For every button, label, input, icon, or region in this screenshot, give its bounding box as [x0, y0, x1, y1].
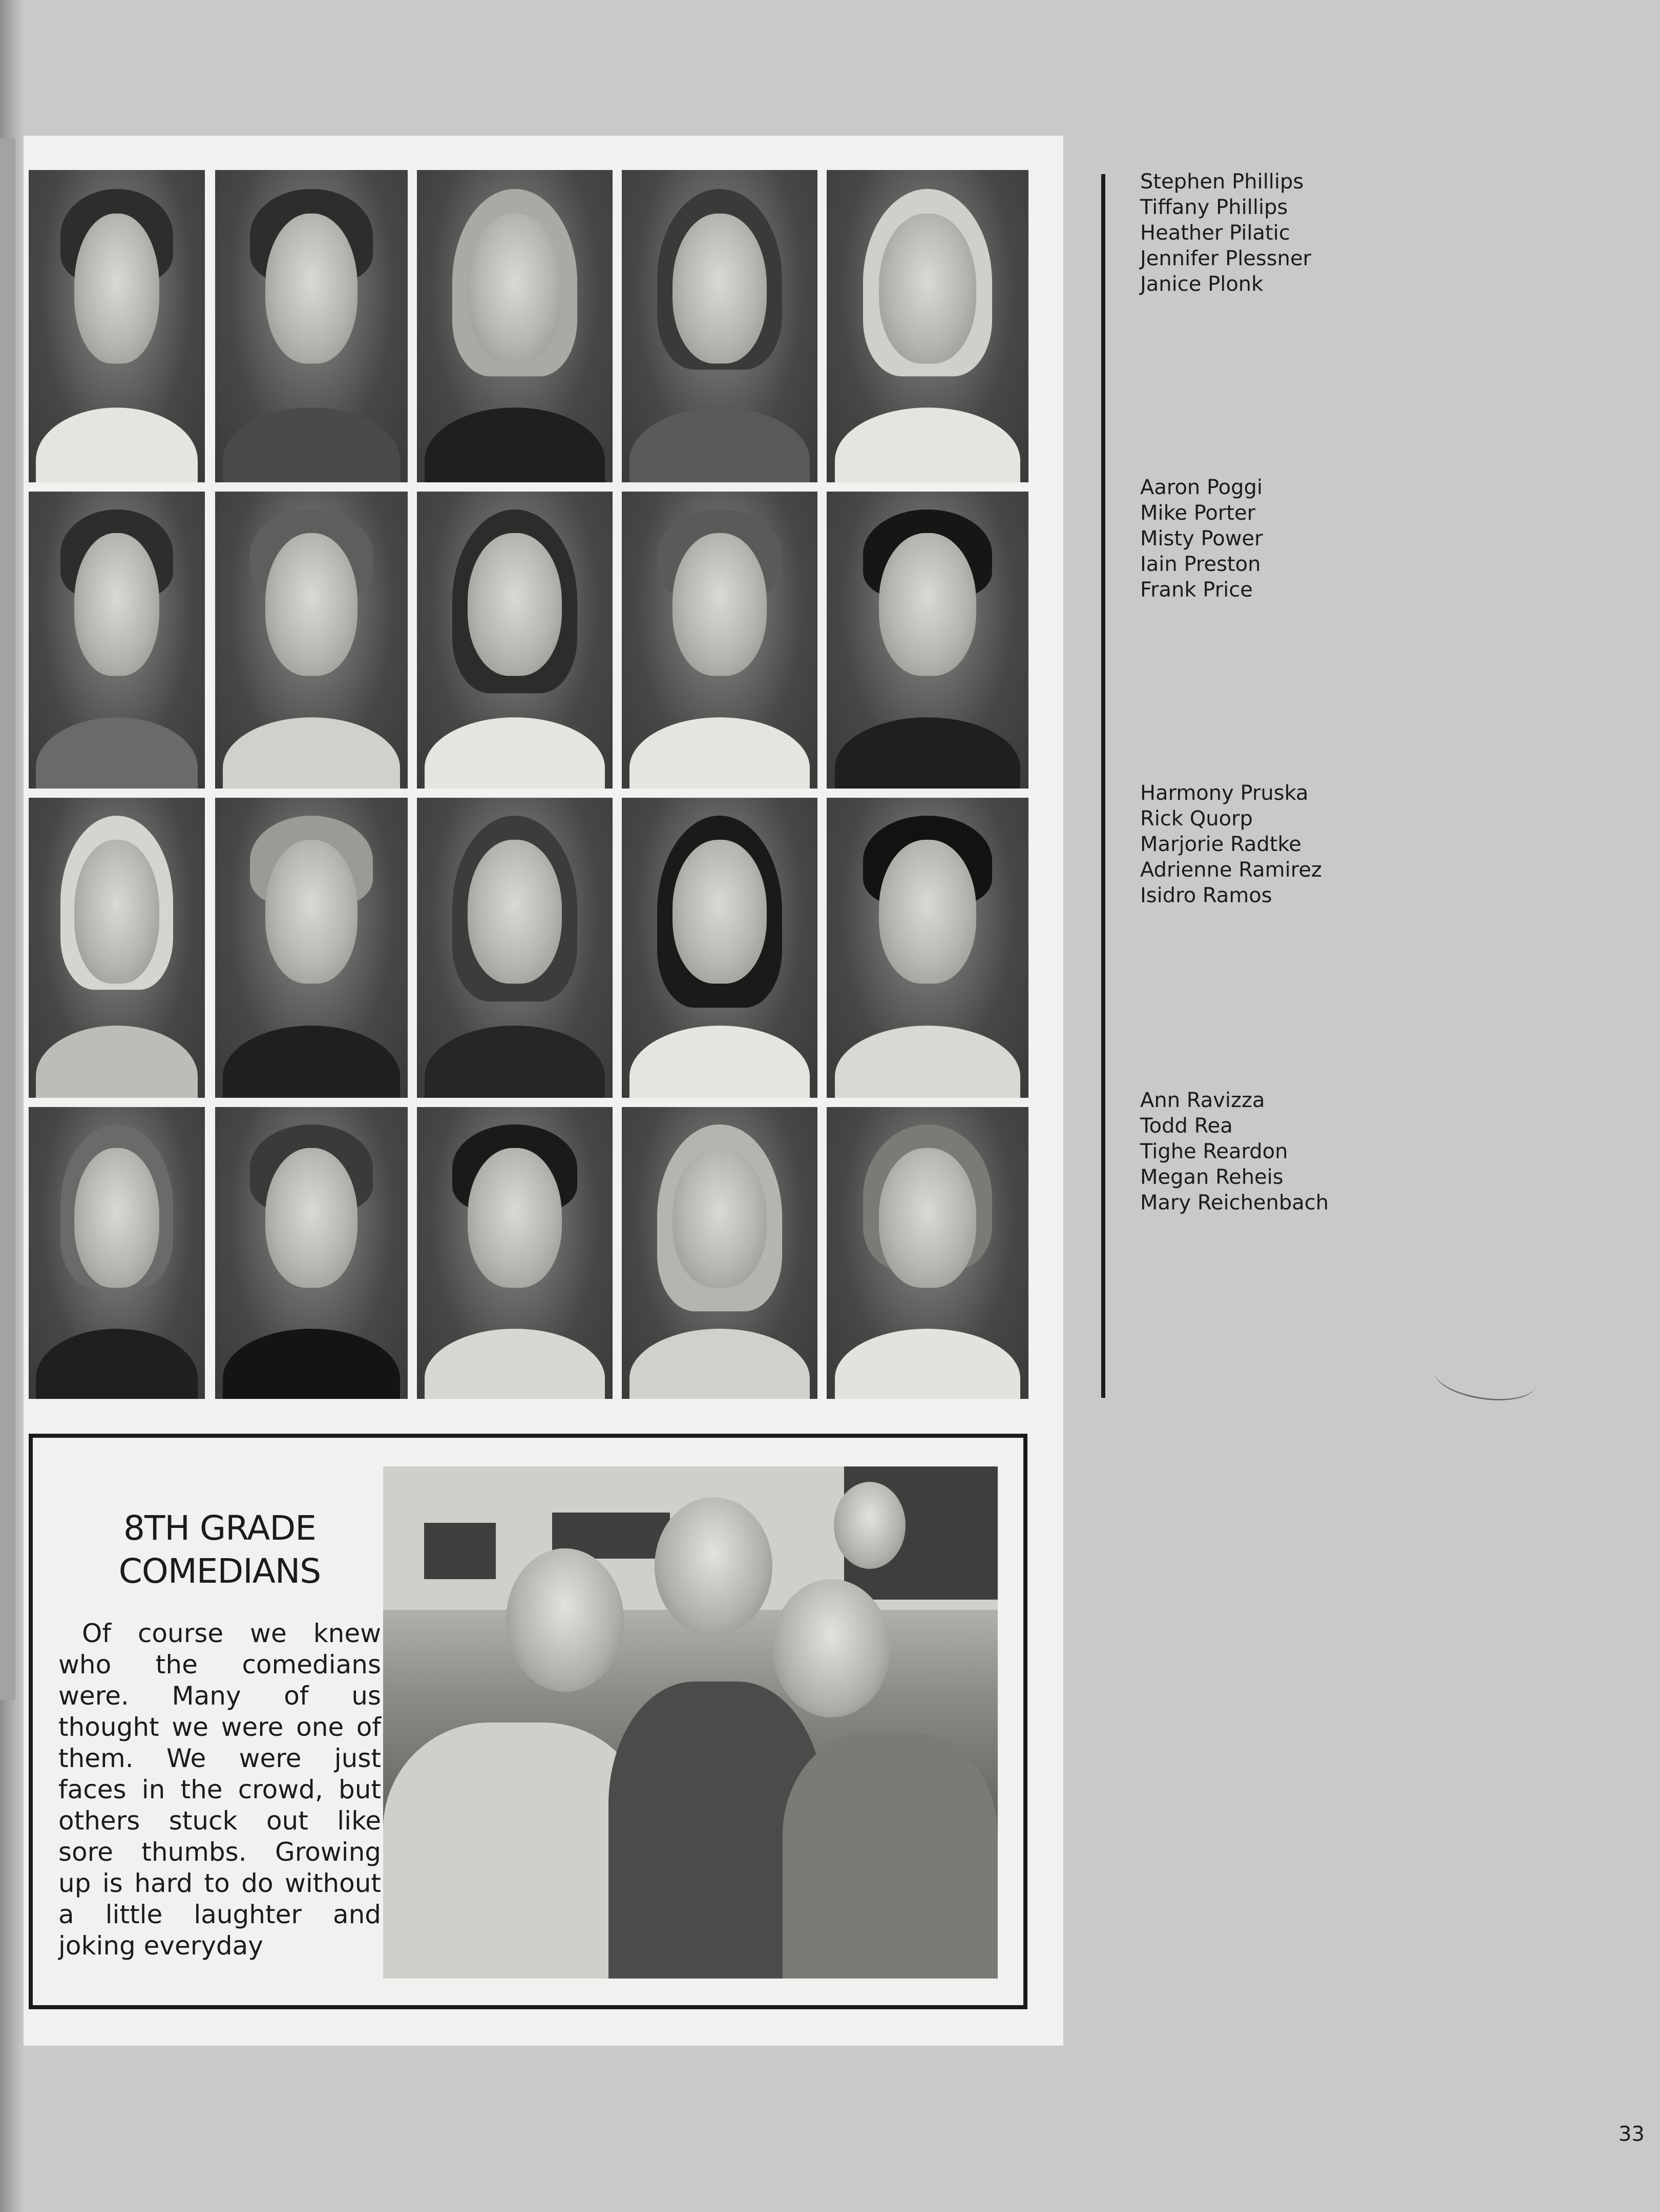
- student-name: Heather Pilatic: [1140, 221, 1290, 245]
- portrait-stephen-phillips: [29, 170, 205, 482]
- portrait-harmony-pruska: [29, 798, 205, 1098]
- portrait-janice-plonk: [827, 170, 1028, 482]
- student-name: Aaron Poggi: [1140, 476, 1263, 499]
- comedians-group-photo: [383, 1466, 998, 1979]
- portrait-mary-reichenbach: [827, 1107, 1028, 1399]
- portrait-todd-rea: [215, 1107, 408, 1399]
- student-name: Adrienne Ramirez: [1140, 858, 1322, 882]
- portrait-mike-porter: [215, 492, 408, 789]
- student-name: Stephen Phillips: [1140, 170, 1304, 194]
- facing-page-edge: [0, 138, 15, 1700]
- student-name: Rick Quorp: [1140, 807, 1253, 831]
- student-name: Isidro Ramos: [1140, 884, 1272, 907]
- student-name: Todd Rea: [1140, 1114, 1233, 1138]
- student-name: Megan Reheis: [1140, 1165, 1284, 1189]
- student-name: Tiffany Phillips: [1140, 196, 1288, 219]
- portrait-adrienne-ramirez: [622, 798, 817, 1098]
- student-name: Harmony Pruska: [1140, 781, 1309, 805]
- portrait-iain-preston: [622, 492, 817, 789]
- name-list-group-3: [1140, 780, 1406, 908]
- feature-title-line1: 8TH GRADE: [123, 1508, 316, 1548]
- page-number: 33: [1619, 2122, 1645, 2146]
- portrait-ann-ravizza: [29, 1107, 205, 1399]
- portrait-heather-pilatic: [417, 170, 613, 482]
- student-name: Janice Plonk: [1140, 272, 1264, 296]
- student-name: Ann Ravizza: [1140, 1089, 1265, 1112]
- student-name: Mary Reichenbach: [1140, 1191, 1329, 1215]
- portrait-tighe-reardon: [417, 1107, 613, 1399]
- portrait-aaron-poggi: [29, 492, 205, 789]
- name-list-group-1: [1140, 169, 1406, 297]
- student-name: Mike Porter: [1140, 501, 1256, 525]
- portrait-misty-power: [417, 492, 613, 789]
- feature-title-line2: COMEDIANS: [118, 1551, 321, 1591]
- name-list-group-4: [1140, 1088, 1406, 1216]
- portrait-marjorie-radtke: [417, 798, 613, 1098]
- student-name: Iain Preston: [1140, 552, 1261, 576]
- student-name: Tighe Reardon: [1140, 1140, 1288, 1163]
- portrait-grid: [29, 170, 1028, 1399]
- student-name: Misty Power: [1140, 527, 1263, 550]
- student-name: Frank Price: [1140, 578, 1253, 602]
- portrait-tiffany-phillips: [215, 170, 408, 482]
- feature-title: [69, 1507, 371, 1593]
- feature-caption: Of course we knew who the comedians were. Many of us thought we were one of them. We were just faces in the crowd, but others stuck out like sore thumbs. Growing up is hard to do without a little laughter and joking everyday: [58, 1619, 381, 1961]
- names-divider-rule: [1101, 174, 1105, 1398]
- student-name: Jennifer Plessner: [1140, 247, 1312, 270]
- portrait-jennifer-plessner: [622, 170, 817, 482]
- portrait-rick-quorp: [215, 798, 408, 1098]
- portrait-frank-price: [827, 492, 1028, 789]
- student-name: Marjorie Radtke: [1140, 833, 1301, 856]
- stray-pen-mark: [1432, 1350, 1539, 1406]
- name-list-group-2: [1140, 475, 1406, 603]
- portrait-megan-reheis: [622, 1107, 817, 1399]
- comedians-feature-box: [29, 1434, 1027, 2009]
- portrait-isidro-ramos: [827, 798, 1028, 1098]
